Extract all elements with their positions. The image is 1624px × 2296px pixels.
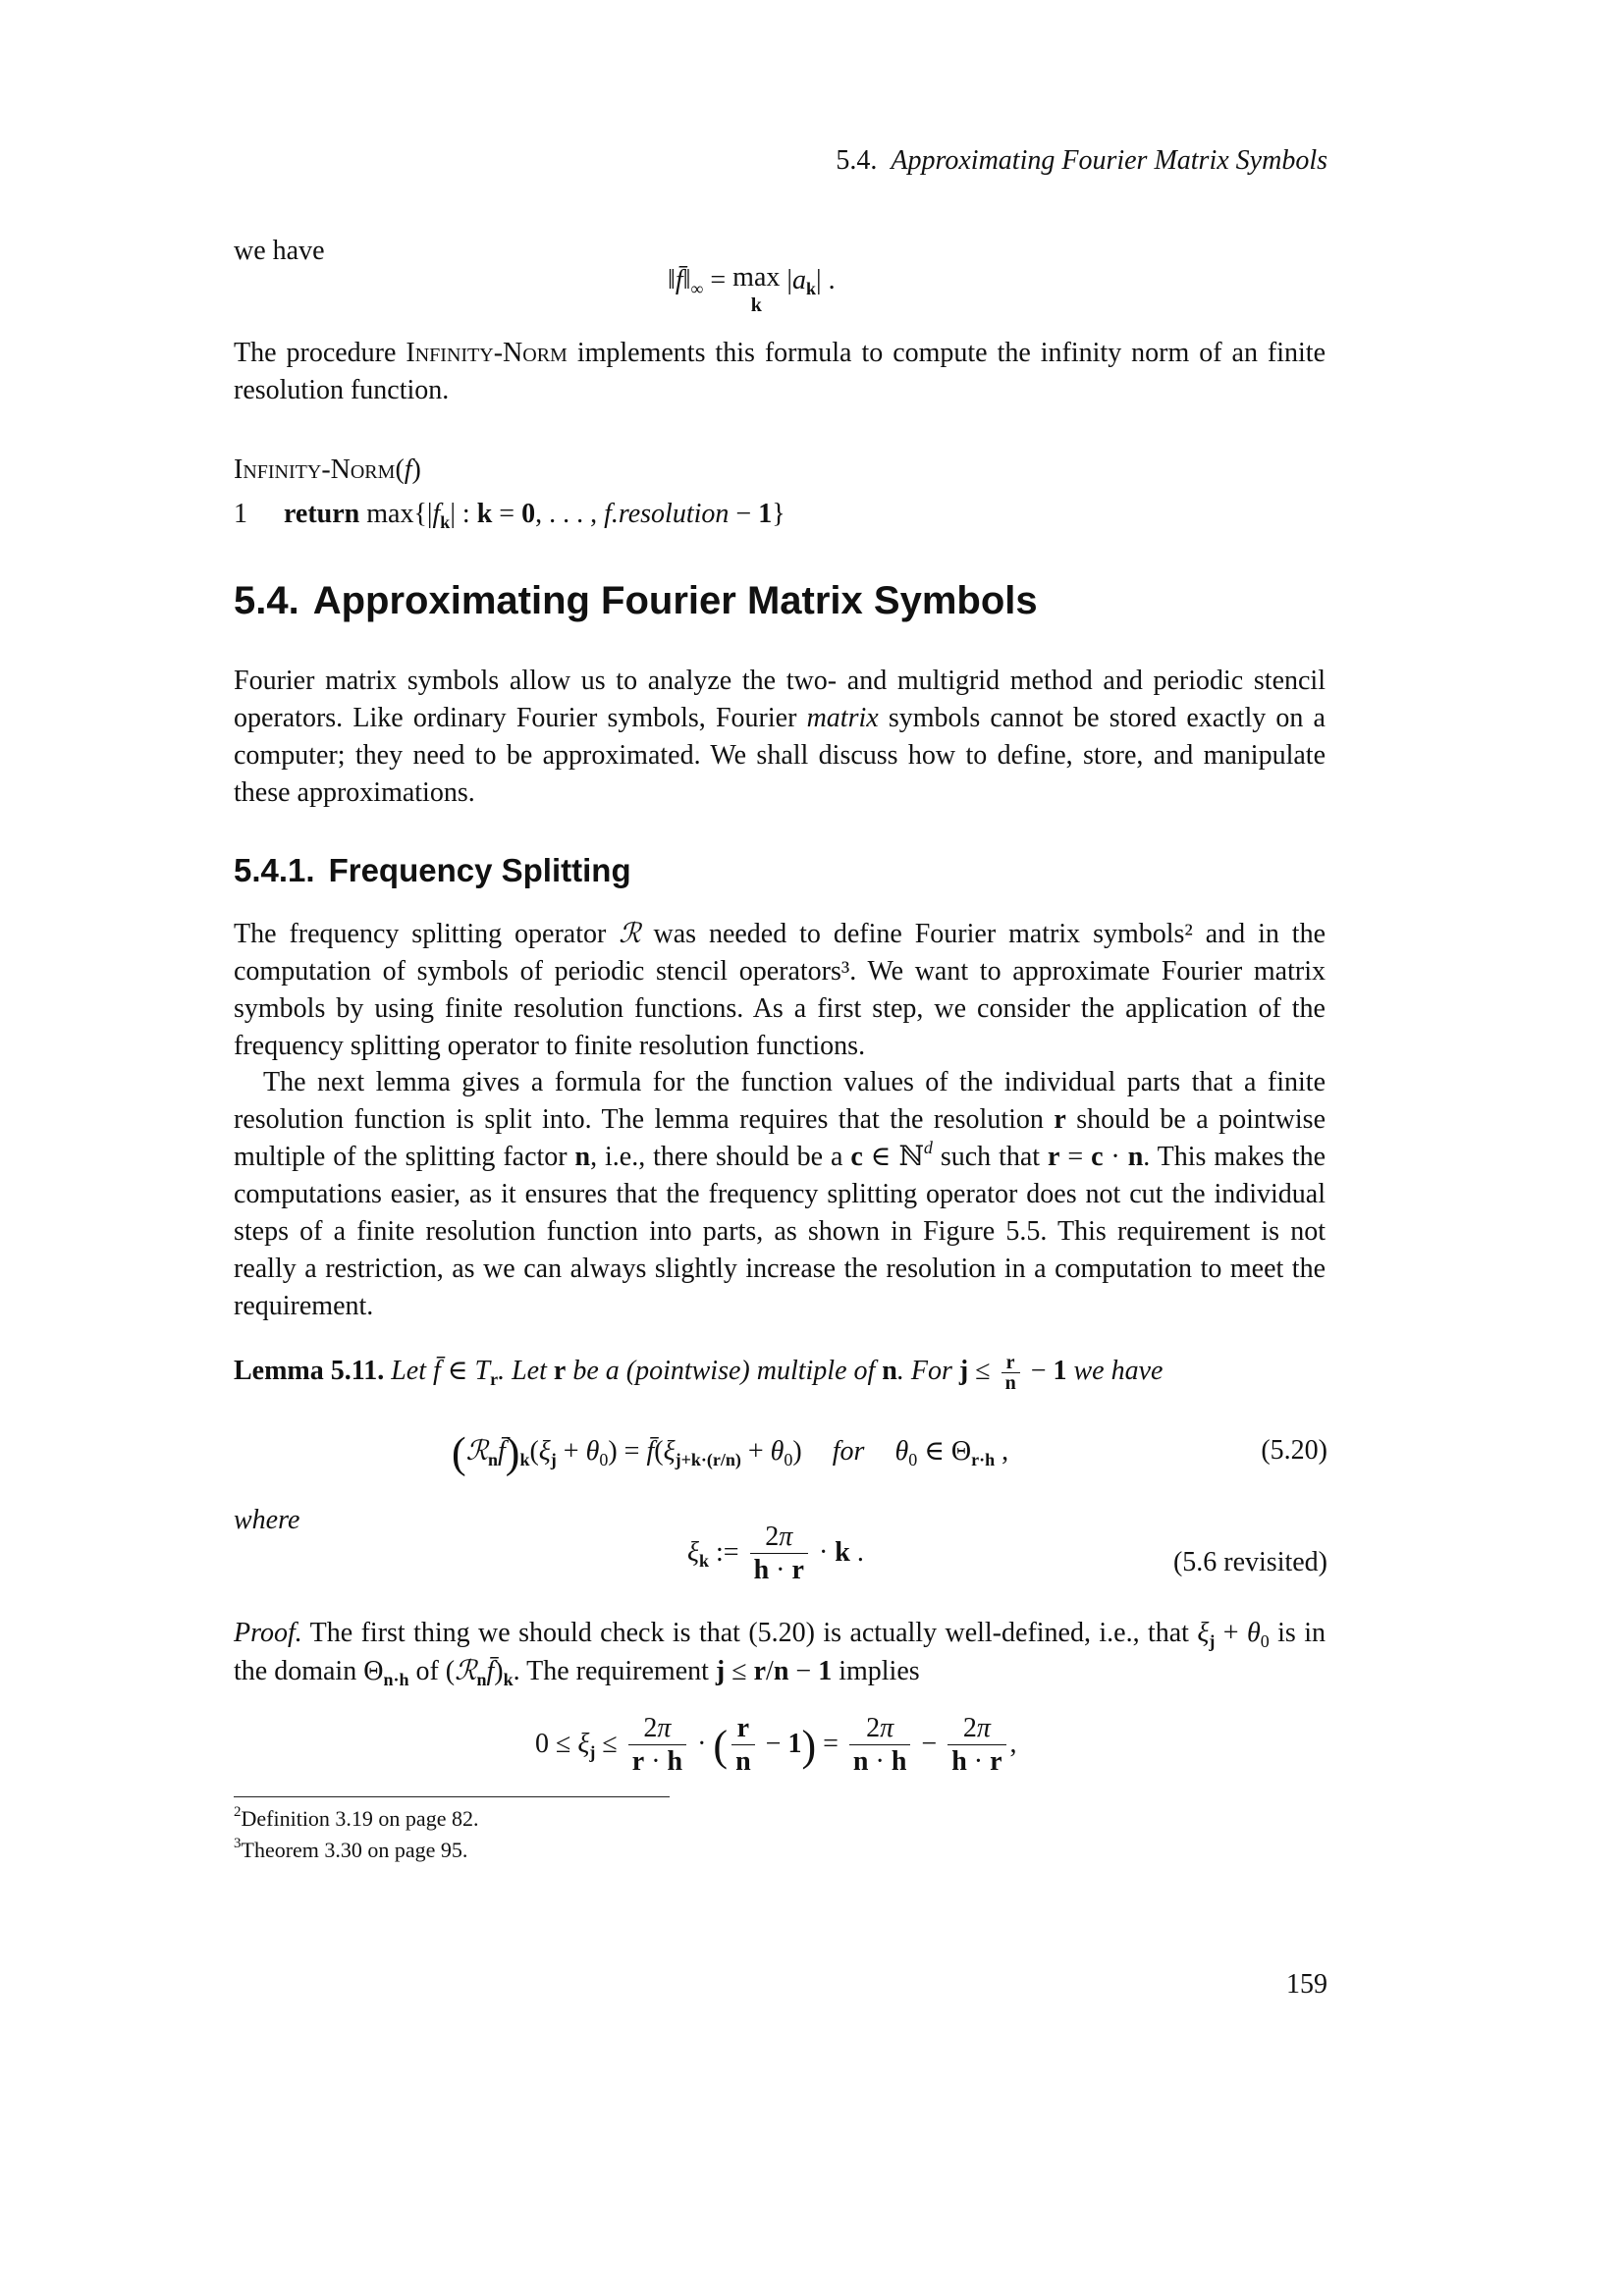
proof-paragraph: Proof. The first thing we should check is that (5.20) is actually well-defined, i.e., that $\xi_j + \theta_0$ is in the domain $\Theta_{n\cdot h}$ of $(ℛ_nf̄)_k$. The requirement j ≤ r/n − 1 implies	[234, 1618, 1326, 1689]
footnote-3: $^3$Theorem 3.30 on page 95.	[234, 1836, 468, 1862]
we-have-text: we have	[234, 236, 325, 266]
emphasis-matrix: matrix	[806, 703, 879, 733]
proof-label: Proof.	[234, 1618, 302, 1648]
equation-5-20: $(ℛ_nf̄)_k(\xi_j + \theta_0)$ = $f̄(\xi_{j+k\cdot(r/n)} + \theta_0)$ for $\theta_0$ ∈ $\Theta_{r\cdot h}$ ,	[452, 1428, 1009, 1477]
section-heading	[234, 579, 1038, 623]
section-paragraph: Fourier matrix symbols allow us to analyze the two- and multigrid method and periodic stencil operators. Like ordinary Fourier symbols, Fourier matrix symbols cannot be stored exactly on a computer; they need to be approximated. We shall discuss how to define, store, and manipulate these approximations.	[234, 666, 1326, 808]
infinity-norm-equation: $‖f̄‖_\infty = \max$ k $|a_k|$ .	[668, 262, 836, 316]
equation-number-5-20: (5.20)	[1261, 1435, 1327, 1466]
lemma-label: Lemma 5.11.	[234, 1356, 385, 1386]
subsection-heading	[234, 852, 631, 889]
section-number: 5.4.	[234, 579, 299, 622]
equation-5-6: $\xi_k$ := $\frac{2\pi}{h \cdot r}$ · k .	[687, 1522, 864, 1585]
inequality-equation: $0 \le \xi_j$ ≤ $\frac{2\pi}{r \cdot h}$ · ( $\frac{r}{n}$ − 1) = $\frac{2\pi}{n \cdot h}$ − $\frac{2\pi}{h \cdot r}$ ,	[535, 1713, 1017, 1777]
footnote-2: $^2$Definition 3.19 on page 82.	[234, 1804, 479, 1831]
algorithm-name: Infinity-Norm	[234, 454, 396, 485]
section-title: Approximating Fourier Matrix Symbols	[312, 579, 1038, 622]
subsection-number: 5.4.1.	[234, 852, 315, 888]
page-number: 159	[1286, 1969, 1327, 2000]
algorithm-line-number: 1	[234, 499, 247, 529]
algorithm-arg: f	[404, 454, 412, 485]
algorithm-line-1: 1 return $\max\{|f_k|$ : k = 0, . . . , f.resolution − 1}	[234, 499, 785, 532]
algorithm-keyword: return	[284, 499, 360, 529]
subsection-title: Frequency Splitting	[328, 852, 631, 888]
subsection-paragraph-1: The frequency splitting operator ℛ was needed to define Fourier matrix symbols² and in the computation of symbols of periodic stencil operators³. We want to approximate Fourier matrix symbols by using finite resolution functions. As a first step, we consider the application of the frequency splitting operator to finite resolution functions.	[234, 917, 1326, 1061]
header-section-number: 5.4.	[836, 145, 878, 176]
running-header	[836, 145, 1327, 177]
lemma-statement: Lemma 5.11. Let f̄ ∈ $T_r$. Let r be a (pointwise) multiple of n. For j ≤ $\frac{r}{n}$ − 1 we have	[234, 1352, 1164, 1395]
algorithm-signature: Infinity-Norm(f)	[234, 454, 421, 485]
where-text: where	[234, 1505, 300, 1535]
procedure-name: Infinity-Norm	[406, 338, 568, 368]
subsection-paragraph-2: The next lemma gives a formula for the function values of the individual parts that a finite resolution function is split into. The lemma requires that the resolution r should be a pointwise multiple of the splitting factor n, i.e., there should be a c ∈ ℕ$^d$ such that r = c · n. This makes the computations easier, as it ensures that the frequency splitting operator does not cut the individual steps of a finite resolution function into parts, as shown in Figure 5.5. This requirement is not really a restriction, as we can always slightly increase the resolution in a computation to meet the requirement.	[234, 1067, 1326, 1321]
header-section-title: Approximating Fourier Matrix Symbols	[891, 145, 1327, 176]
equation-number-5-6: (5.6 revisited)	[1172, 1547, 1327, 1577]
procedure-paragraph: The procedure Infinity-Norm implements this formula to compute the infinity norm of an finite resolution function.	[234, 338, 1326, 405]
footnote-rule	[234, 1796, 670, 1797]
